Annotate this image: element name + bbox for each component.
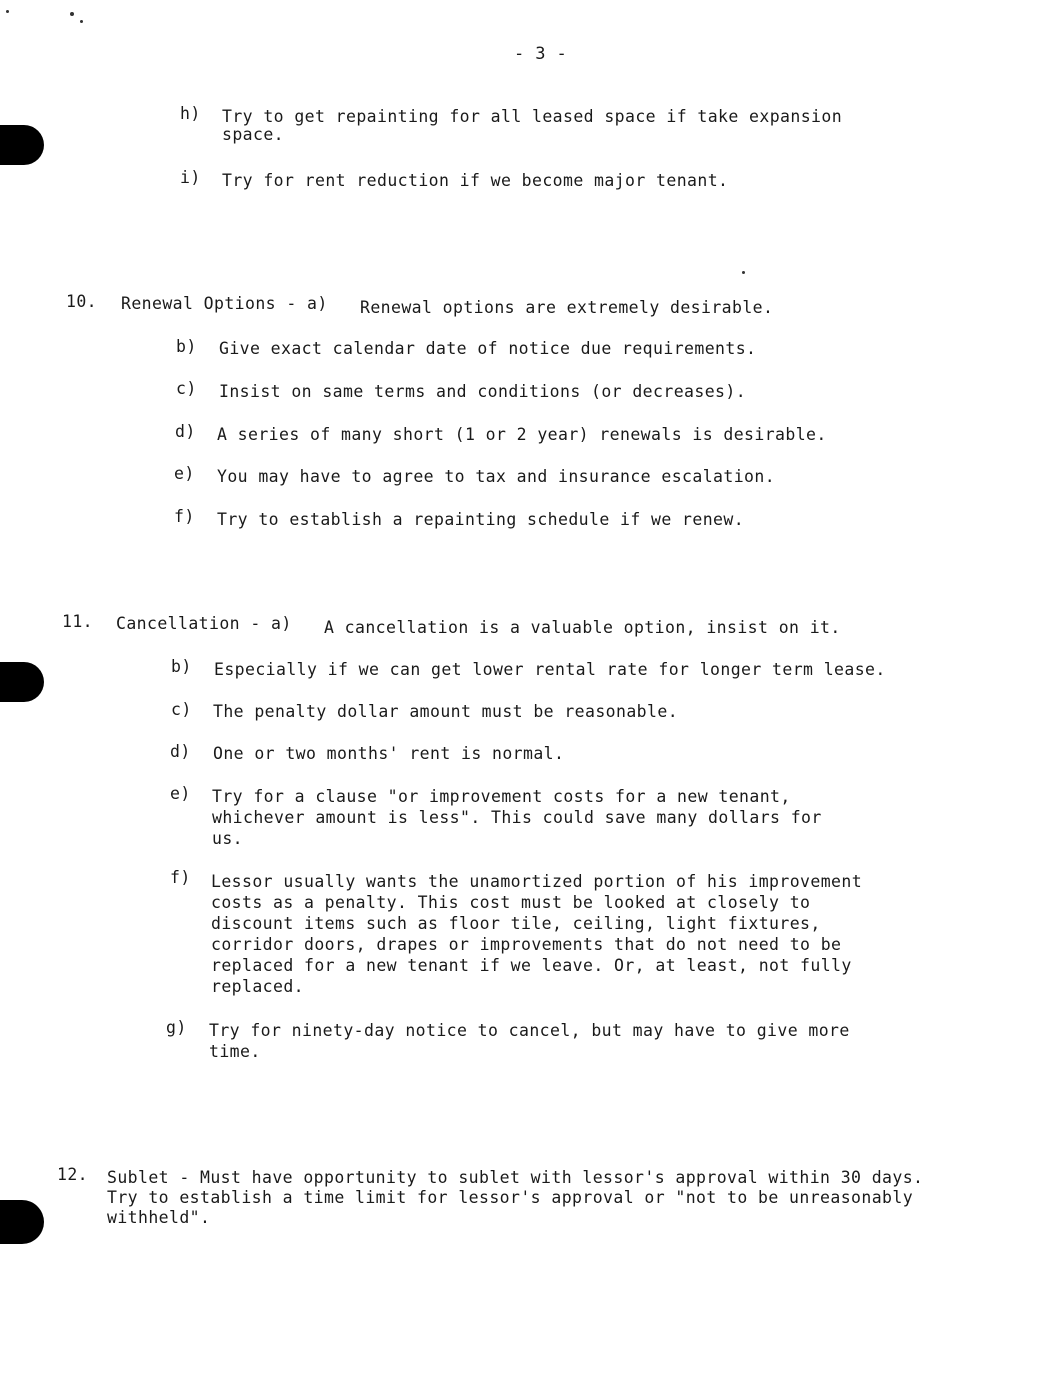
- item-text-i: Try for rent reduction if we become major tenant.: [222, 171, 729, 190]
- section-11-number: 11.: [62, 612, 94, 631]
- section-10-label-b: b): [176, 337, 197, 356]
- section-10-item-f: Try to establish a repainting schedule if we renew.: [217, 510, 745, 529]
- item-line: Lessor usually wants the unamortized portion of his improvement: [211, 872, 863, 891]
- item-line: Try to establish a time limit for lessor's approval or "not to be unreasonably: [107, 1188, 914, 1207]
- section-12-number: 12.: [57, 1165, 89, 1184]
- item-line: space.: [222, 125, 285, 144]
- section-12-text: [107, 1168, 923, 1228]
- section-11-label-e: e): [170, 784, 191, 803]
- scan-speck: [742, 271, 745, 274]
- item-line: discount items such as floor tile, ceiling, light fixtures,: [211, 914, 821, 933]
- item-line: time.: [209, 1042, 261, 1061]
- section-10-label-d: d): [175, 422, 196, 441]
- section-10-item-a: Renewal options are extremely desirable.: [360, 298, 774, 317]
- page-number: - 3 -: [514, 44, 568, 64]
- section-10-label-c: c): [176, 379, 197, 398]
- section-11-label-g: g): [166, 1018, 187, 1037]
- scan-speck: [80, 20, 83, 23]
- section-11-item-f: [211, 871, 862, 997]
- punch-hole-middle: [0, 662, 44, 702]
- section-11-item-d: One or two months' rent is normal.: [213, 744, 565, 763]
- section-11-label-c: c): [171, 700, 192, 719]
- item-line: costs as a penalty. This cost must be looked at closely to: [211, 893, 811, 912]
- section-10-item-c: Insist on same terms and conditions (or decreases).: [219, 382, 747, 401]
- section-11-item-e: [212, 786, 822, 849]
- section-11-item-a: A cancellation is a valuable option, insist on it.: [324, 618, 841, 637]
- section-11-item-c: The penalty dollar amount must be reasonable.: [213, 702, 679, 721]
- item-line: us.: [212, 829, 244, 848]
- item-line: Try for a clause "or improvement costs for a new tenant,: [212, 787, 791, 806]
- section-10-item-e: You may have to agree to tax and insurance escalation.: [217, 467, 776, 486]
- scan-speck: [70, 12, 74, 16]
- section-11-item-g: [209, 1020, 850, 1062]
- item-line: withheld".: [107, 1208, 211, 1227]
- section-10-title: Renewal Options - a): [121, 294, 328, 313]
- item-text-h: [222, 106, 842, 146]
- section-10-label-f: f): [174, 507, 195, 526]
- item-line: Try to get repainting for all leased space if take expansion: [222, 107, 843, 126]
- item-line: whichever amount is less". This could save many dollars for: [212, 808, 822, 827]
- section-11-label-b: b): [171, 657, 192, 676]
- section-11-label-d: d): [170, 742, 191, 761]
- section-11-item-b: Especially if we can get lower rental rate for longer term lease.: [214, 660, 886, 679]
- item-line: corridor doors, drapes or improvements that do not need to be: [211, 935, 842, 954]
- section-10-item-b: Give exact calendar date of notice due requirements.: [219, 339, 757, 358]
- section-10-number: 10.: [66, 292, 98, 311]
- item-line: replaced.: [211, 977, 305, 996]
- item-label-h: h): [180, 104, 201, 123]
- punch-hole-top: [0, 125, 44, 165]
- item-label-i: i): [180, 168, 201, 187]
- section-10-label-e: e): [174, 464, 195, 483]
- item-line: Sublet - Must have opportunity to sublet with lessor's approval within 30 days.: [107, 1168, 924, 1187]
- item-line: Try for ninety-day notice to cancel, but may have to give more: [209, 1021, 850, 1040]
- scan-speck: [6, 10, 9, 13]
- item-line: replaced for a new tenant if we leave. Or, at least, not fully: [211, 956, 852, 975]
- section-11-label-f: f): [170, 868, 191, 887]
- punch-hole-bottom: [0, 1200, 44, 1244]
- section-10-item-d: A series of many short (1 or 2 year) renewals is desirable.: [217, 425, 827, 444]
- section-11-title: Cancellation - a): [116, 614, 292, 633]
